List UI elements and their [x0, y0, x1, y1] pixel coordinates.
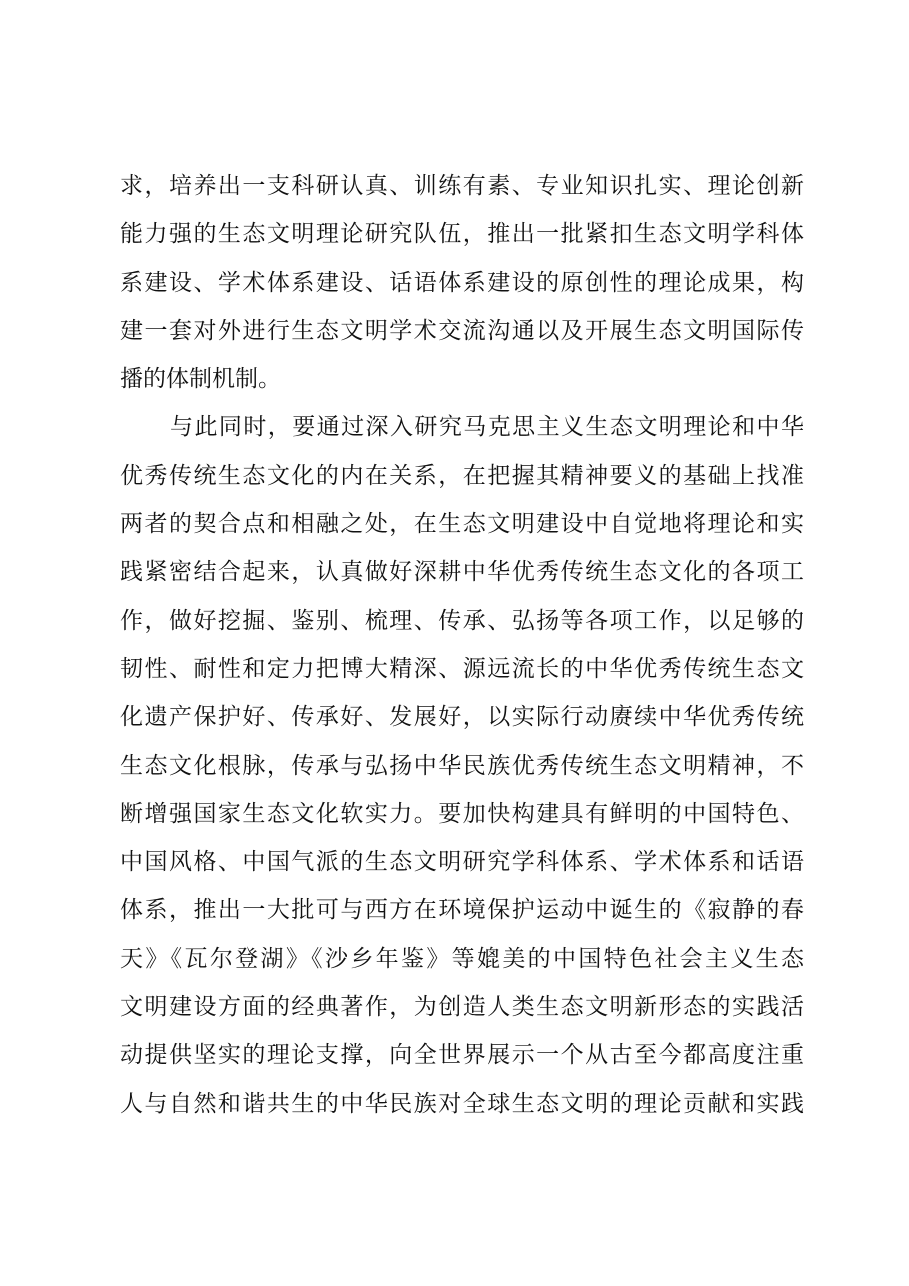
- text-line: 能力强的生态文明理论研究队伍，推出一批紧扣生态文明学科体: [120, 221, 804, 248]
- text-line: 中国风格、中国气派的生态文明研究学科体系、学术体系和话语: [120, 849, 804, 876]
- text-line: 天》《瓦尔登湖》《沙乡年鉴》等媲美的中国特色社会主义生态: [120, 945, 804, 972]
- text-line: 系建设、学术体系建设、话语体系建设的原创性的理论成果，构: [120, 269, 804, 296]
- text-line: 断增强国家生态文化软实力。要加快构建具有鲜明的中国特色、: [120, 800, 804, 827]
- text-line: 两者的契合点和相融之处，在生态文明建设中自觉地将理论和实: [120, 511, 804, 538]
- text-line: 生态文化根脉，传承与弘扬中华民族优秀传统生态文明精神，不: [120, 752, 804, 779]
- text-line: 韧性、耐性和定力把博大精深、源远流长的中华优秀传统生态文: [120, 655, 804, 682]
- text-line: 建一套对外进行生态文明学术交流沟通以及开展生态文明国际传: [120, 317, 804, 344]
- text-line: 文明建设方面的经典著作，为创造人类生态文明新形态的实践活: [120, 994, 804, 1021]
- body-text: [120, 162, 804, 1128]
- text-line: 播的体制机制。: [120, 366, 281, 393]
- text-line: 求，培养出一支科研认真、训练有素、专业知识扎实、理论创新: [120, 173, 804, 199]
- text-line: 人与自然和谐共生的中华民族对全球生态文明的理论贡献和实践: [120, 1090, 804, 1117]
- text-line: 动提供坚实的理论支撑，向全世界展示一个从古至今都高度注重: [120, 1042, 804, 1069]
- text-line: 优秀传统生态文化的内在关系，在把握其精神要义的基础上找准: [120, 462, 804, 489]
- text-line: 体系，推出一大批可与西方在环境保护运动中诞生的《寂静的春: [120, 897, 804, 924]
- text-line: 作，做好挖掘、鉴别、梳理、传承、弘扬等各项工作，以足够的: [120, 607, 804, 634]
- text-line: 化遗产保护好、传承好、发展好，以实际行动赓续中华优秀传统: [120, 704, 804, 731]
- text-line: 与此同时，要通过深入研究马克思主义生态文明理论和中华: [170, 414, 804, 441]
- text-line: 践紧密结合起来，认真做好深耕中华优秀传统生态文化的各项工: [120, 559, 804, 586]
